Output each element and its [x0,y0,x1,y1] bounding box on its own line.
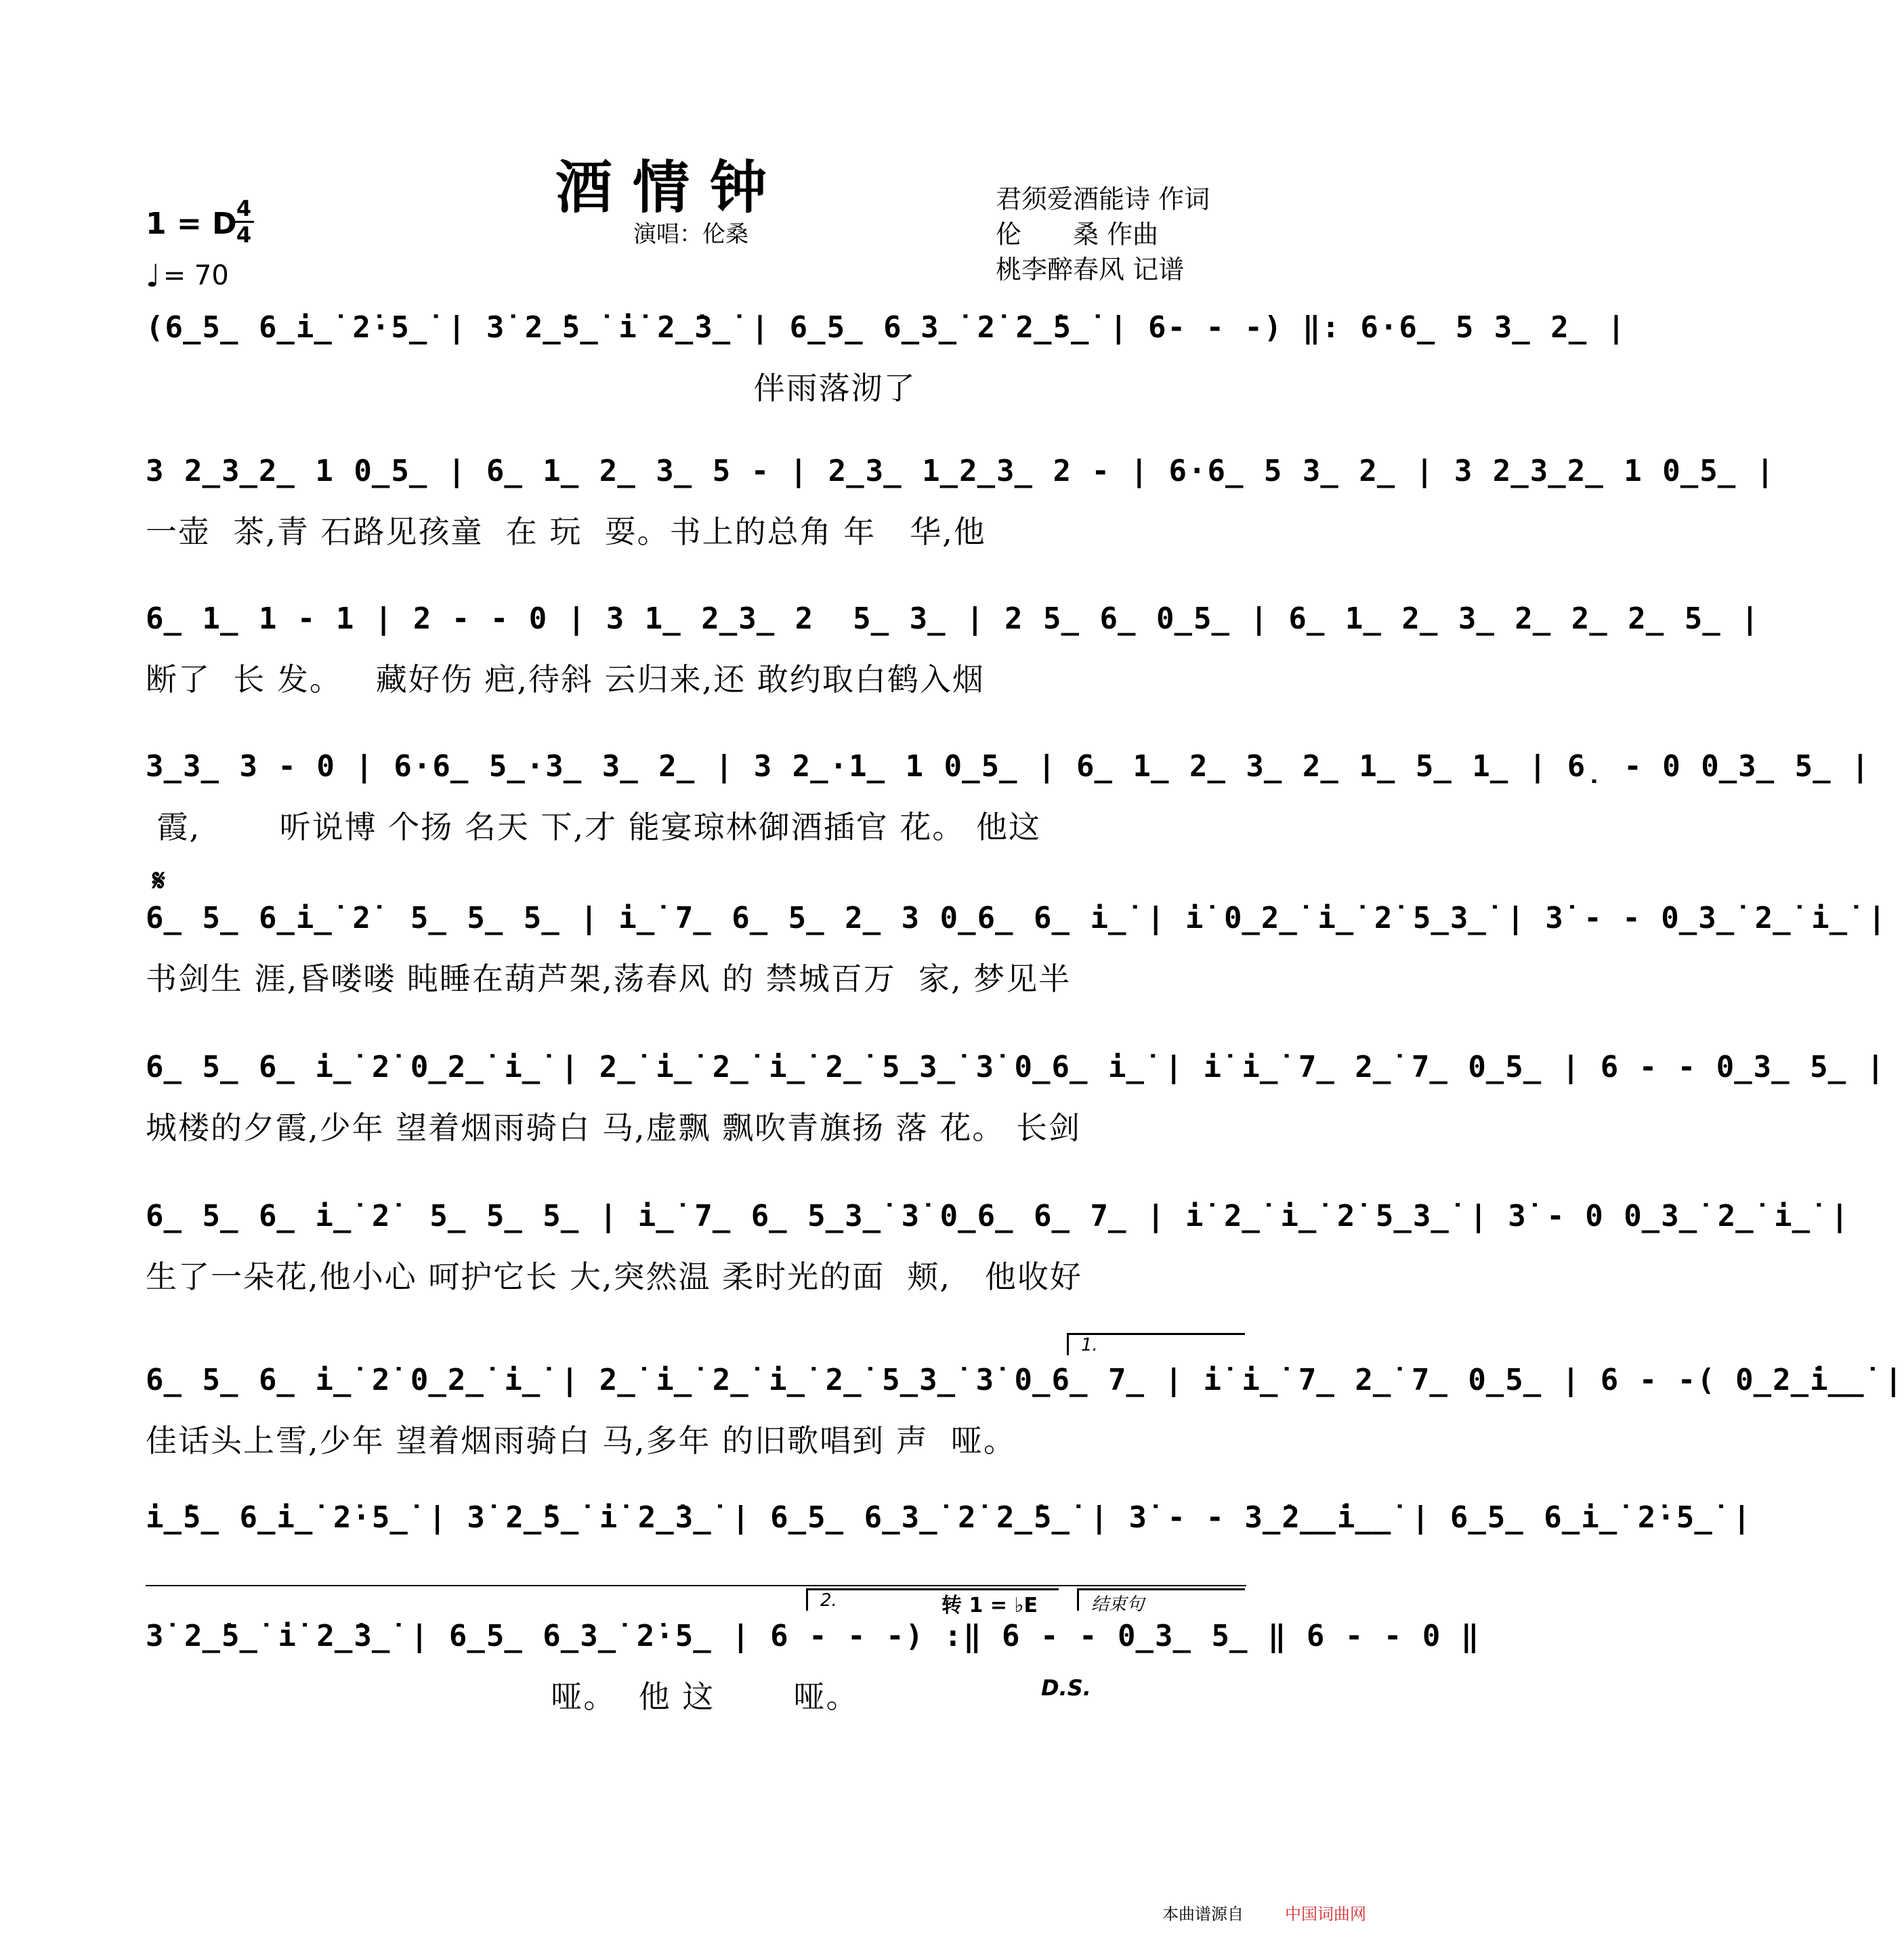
notes-line: i̲̇5̲ 6̲i̲̇ 2̇·5̲̇ | 3̇ 2̲̇5̲̇ i̇ 2̲̇3̲̇ | 6̲5̲ 6̲3̲̇ 2̇ 2̲̇5̲̇ | 3̇ - - 3̲̇2̲̲̇i̲̲̇ | 6̲5̲ 6̲i̲̇ 2̇·5̲̇ | [146,1500,1752,1535]
notes-line: 6̲ 5̲ 6̲ i̲̇ 2̇ 0̲2̲̇ i̲̇ | 2̲̇ i̲̇ 2̲̇ i̲̇ 2̲̇ 5̲3̲̇ 3̇ 0̲6̲ i̲̇ | i̇ i̲̇ 7̲ 2̲̇ 7̲ 0̲5̲ | 6 - - 0̲3̲ 5̲ | [146,1050,1886,1084]
notes-line: 3̇ 2̲̇5̲̇ i̇ 2̲̇3̲̇ | 6̲5̲ 6̲3̲̇ 2̇·5̲ | 6 - - -) :‖ 6 - - 0̲3̲ 5̲ ‖ 6 - - 0 ‖ [146,1619,1481,1653]
lyrics-line: 佳话头上雪,少年 望着烟雨骑白 马,多年 的旧歌唱到 声 哑。 [146,1422,1016,1459]
notes-line: 3 2̲3̲2̲ 1 0̲5̲ | 6̲ 1̲ 2̲ 3̲ 5 - | 2̲3̲ 1̲2̲3̲ 2 - | 6·6̲ 5 3̲ 2̲ | 3 2̲3̲2̲ 1 0̲5̲ | [146,454,1776,488]
tempo-value: = 70 [163,260,229,291]
notes-line: 6̲ 1̲ 1 - 1 | 2 - - 0 | 3 1̲ 2̲3̲ 2 5̲ 3̲ | 2 5̲ 6̲ 0̲5̲ | 6̲ 1̲ 2̲ 3̲ 2̲ 2̲ 2̲ 5̲ | [146,601,1760,636]
ds-mark: D.S. [1041,1675,1091,1701]
score-row-6 [146,1050,1886,1148]
score-row-7 [146,1199,1850,1297]
key-signature: 1 = D [146,207,237,241]
volta-1-label: 1. [1081,1335,1098,1355]
time-denominator: 4 [236,222,252,248]
lyrics-line: 断了 长 发。 藏好伤 疤,待斜 云归来,还 敢约取白鹤入烟 [146,661,985,698]
lyrics-line: 一壶 茶,青 石路见孩童 在 玩 耍。书上的总角 年 华,他 [146,513,986,550]
notes-line: 6̲ 5̲ 6̲ i̲̇ 2̇ 5̲ 5̲ 5̲ | i̲̇ 7̲ 6̲ 5̲3̲̇ 3̇ 0̲6̲ 6̲ 7̲ | i̇ 2̲̇ i̲̇ 2̇ 5̲3̲̇ | 3̇ - 0 0̲3̲̇ 2̲̇ i̲̇ | [146,1199,1850,1233]
modulation-mark: 转 1 = ♭E [942,1594,1038,1617]
lyrics-line: 霞, 听说博 个扬 名天 下,才 能宴琼林御酒插官 花。 他这 [146,809,1041,845]
lyricist-credit: 君须爱酒能诗 作词 [996,184,1210,214]
transcriber-credit: 桃李醉春风 记谱 [996,255,1185,284]
singer-credit: 演唱：伦桑 [633,221,748,248]
segno-sign: 𝄋 [152,864,165,898]
volta-bracket-1 [1067,1333,1245,1355]
song-title: 酒情钟 [555,154,788,221]
row-divider [146,1585,1246,1586]
time-signature [234,196,254,247]
notes-line: 3̲3̲ 3 - 0 | 6·6̲ 5̲·3̲ 3̲ 2̲ | 3 2̲·1̲ 1 0̲5̲ | 6̲ 1̲ 2̲ 3̲ 2̲ 1̲ 5̲ 1̲ | 6̣ - 0 0̲3̲ 5̲ | [146,749,1871,784]
notes-line: 6̲ 5̲ 6̲i̲̇ 2̇ 5̲ 5̲ 5̲ | i̲̇ 7̲ 6̲ 5̲ 2̲ 3 0̲6̲ 6̲ i̲̇ | i̇ 0̲2̲̇ i̲̇ 2̇ 5̲3̲̇ | 3̇ - - 0̲3̲̇ 2̲̇ i̲̇ | [146,901,1888,935]
score-row-3 [146,601,1760,700]
ending-bracket [1077,1588,1245,1615]
score-row-8 [146,1363,1904,1461]
notes-line: (6̲5̲ 6̲i̲̇ 2̇·5̲̇ | 3̇ 2̲̇5̲̇ i̇ 2̲̇3̲̇ | 6̲5̲ 6̲3̲̇ 2̇ 2̲̇5̲̇ | 6- - -) ‖: 6·6̲ 5 3̲ 2̲ | [146,310,1627,345]
lyrics-line: 伴雨落沏了 [146,370,916,406]
score-row-10 [146,1619,1481,1717]
notes-line: 6̲ 5̲ 6̲ i̲̇ 2̇ 0̲2̲̇ i̲̇ | 2̲̇ i̲̇ 2̲̇ i̲̇ 2̲̇ 5̲3̲̇ 3̇ 0̲6̲ 7̲ | i̇ i̲̇ 7̲ 2̲̇ 7̲ 0̲5̲ | 6 - -( 0̲2̲̇i̲̲̇ | [146,1363,1904,1397]
source-label: 本曲谱源自 [1162,1905,1244,1924]
site-link[interactable]: 中国词曲网 [1285,1905,1366,1924]
lyrics-line: 城楼的夕霞,少年 望着烟雨骑白 马,虚飘 飘吹青旗扬 落 花。 长剑 [146,1109,1081,1146]
score-row-4 [146,749,1871,847]
lyrics-line: 哑。 他 这 哑。 [146,1678,859,1715]
score-row-5 [146,901,1888,999]
score-row-9 [146,1500,1752,1535]
quarter-note-icon: ♩ [146,257,161,294]
volta-2-label: 2. [820,1590,837,1611]
score-row-2 [146,454,1776,552]
composer-credit: 伦 桑 作曲 [996,219,1159,249]
time-numerator: 4 [236,196,252,221]
score-row-1 [146,310,1627,408]
credits-block [996,182,1210,287]
tempo-marking [146,257,229,294]
lyrics-line: 书剑生 涯,昏喽喽 盹睡在葫芦架,荡春风 的 禁城百万 家, 梦见半 [146,960,1072,997]
lyrics-line: 生了一朵花,他小心 呵护它长 大,突然温 柔时光的面 颊, 他收好 [146,1258,1082,1295]
ending-label: 结束句 [1091,1594,1145,1615]
